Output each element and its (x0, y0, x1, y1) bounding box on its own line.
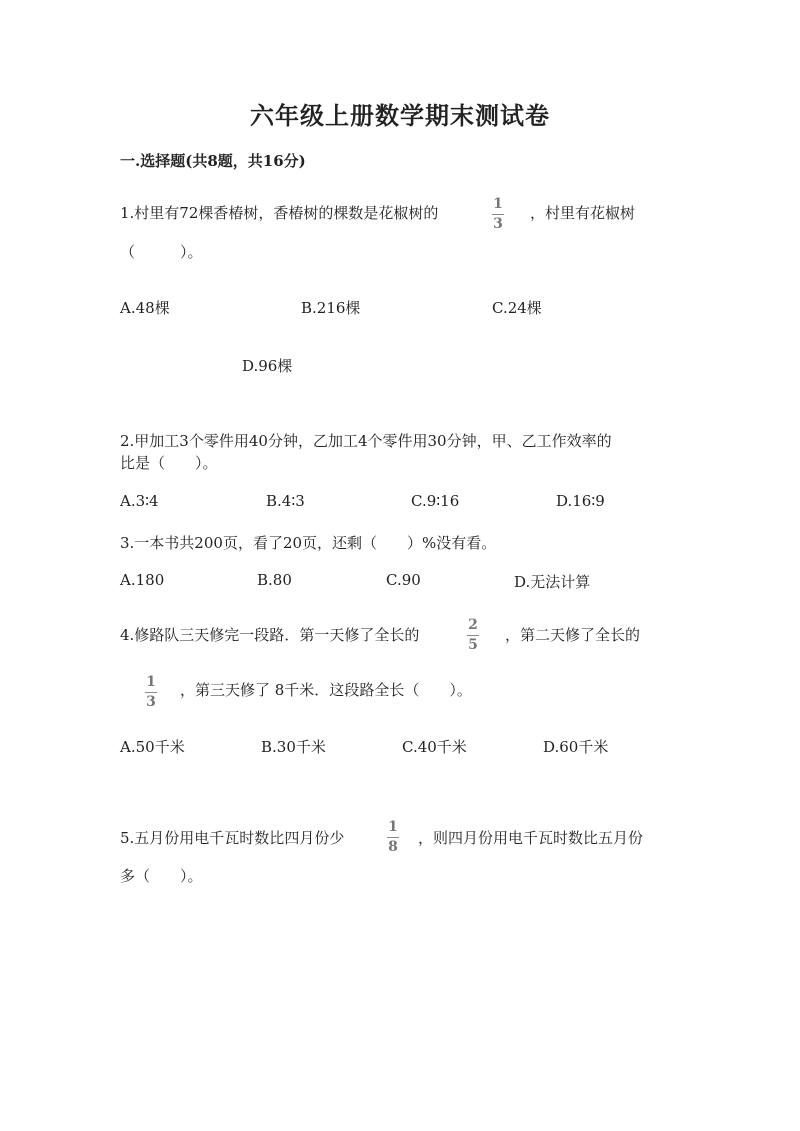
section-heading: 一.选择题(共8题，共16分) (120, 152, 306, 170)
q1-text-c: （ ）。 (120, 243, 203, 261)
q2-option-a[interactable]: A.3∶4 (120, 492, 159, 510)
q4-text-c: ，第三天修了 8千米．这段路全长（ ）。 (180, 681, 472, 699)
q2-text-a: 2.甲加工3个零件用40分钟，乙加工4个零件用30分钟，甲、乙工作效率的 (120, 432, 612, 450)
q4-fraction-2-denominator: 3 (146, 694, 156, 710)
q5-text-a: 5.五月份用电千瓦时数比四月份少 (120, 829, 345, 847)
q2-option-c[interactable]: C.9∶16 (411, 492, 460, 510)
q1-text-b: ，村里有花椒树 (530, 204, 636, 222)
q4-fraction-1 (465, 618, 481, 653)
q5-fraction (385, 820, 401, 855)
q4-text-b: ，第二天修了全长的 (505, 626, 641, 644)
q3-text-a: 3.一本书共200页，看了20页，还剩（ ）%没有看。 (120, 534, 497, 552)
q1-option-b[interactable]: B.216棵 (301, 299, 361, 317)
q2-text-b: 比是（ ）。 (120, 454, 218, 472)
fraction-bar (467, 635, 479, 636)
fraction-bar (145, 692, 157, 693)
q5-text-b: ，则四月份用电千瓦时数比五月份 (418, 829, 644, 847)
q1-option-c[interactable]: C.24棵 (492, 299, 542, 317)
q1-option-a[interactable]: A.48棵 (120, 299, 170, 317)
q3-option-a[interactable]: A.180 (120, 571, 165, 589)
q1-fraction-numerator: 1 (493, 196, 503, 212)
q2-option-d[interactable]: D.16∶9 (556, 492, 605, 510)
q2-option-b[interactable]: B.4∶3 (266, 492, 305, 510)
q1-option-d[interactable]: D.96棵 (242, 357, 293, 375)
q5-fraction-numerator: 1 (388, 819, 398, 835)
q5-text-c: 多（ ）。 (120, 867, 203, 885)
q4-option-d[interactable]: D.60千米 (543, 738, 609, 756)
q4-option-c[interactable]: C.40千米 (402, 738, 467, 756)
q1-fraction (490, 197, 506, 232)
q1-fraction-denominator: 3 (493, 216, 503, 232)
q4-text-a: 4.修路队三天修完一段路．第一天修了全长的 (120, 626, 420, 644)
q4-option-a[interactable]: A.50千米 (120, 738, 185, 756)
q3-option-c[interactable]: C.90 (386, 571, 421, 589)
q4-fraction-1-denominator: 5 (468, 637, 478, 653)
q3-option-b[interactable]: B.80 (257, 571, 292, 589)
fraction-bar (387, 837, 399, 838)
fraction-bar (492, 214, 504, 215)
q4-fraction-2 (143, 675, 159, 710)
q4-option-b[interactable]: B.30千米 (261, 738, 326, 756)
q3-option-d[interactable]: D.无法计算 (514, 573, 591, 591)
q4-fraction-1-numerator: 2 (468, 617, 478, 633)
q5-fraction-denominator: 8 (388, 839, 398, 855)
q4-fraction-2-numerator: 1 (146, 674, 156, 690)
page-title: 六年级上册数学期末测试卷 (250, 101, 550, 130)
q1-text-a: 1.村里有72棵香椿树，香椿树的棵数是花椒树的 (120, 204, 439, 222)
